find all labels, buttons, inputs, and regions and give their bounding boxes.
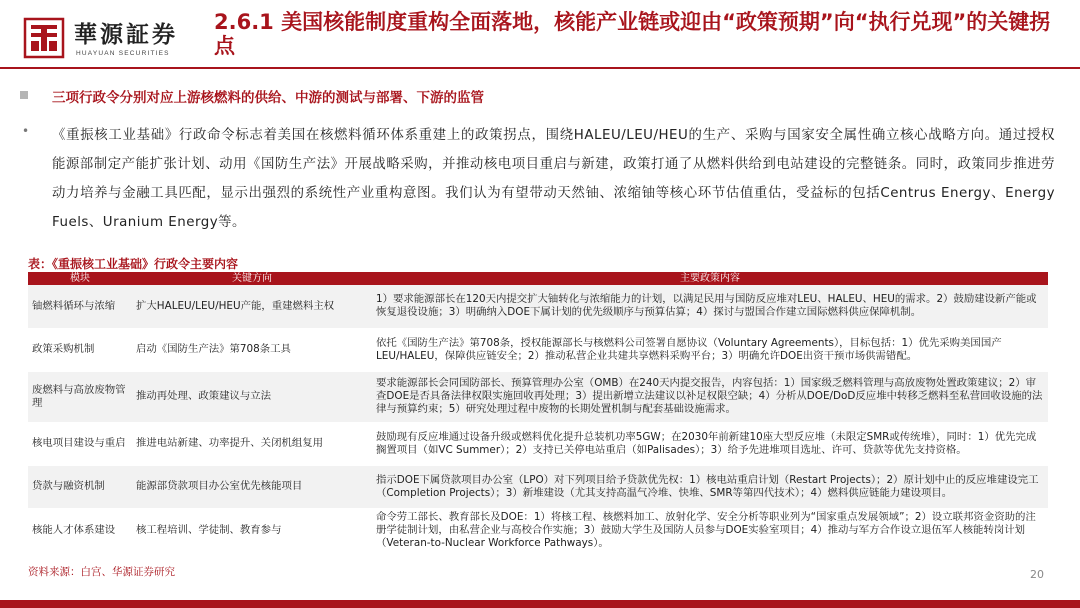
footer-bar bbox=[0, 600, 1080, 608]
header-divider bbox=[0, 67, 1080, 69]
cell-content: 要求能源部长会同国防部长、预算管理办公室（OMB）在240天内提交报告，内容包括：1）国家级乏燃料管理与高放废物处置政策建议；2）审查DOE是否具备法律权限实施回收再处理；3）提出新增立法建议以补足权限空缺；4）分析从DOE/DoD反应堆中转移乏燃料至私营回收设施的法律与预算约束；5）研究处理过程中废物的长期处置机制与配套基础设施需求。 bbox=[372, 371, 1048, 422]
cell-module: 铀燃料循环与浓缩 bbox=[28, 285, 132, 328]
logo-english-name: HUAYUAN SECURITIES bbox=[76, 50, 170, 57]
slide-title: 2.6.1 美国核能制度重构全面落地，核能产业链或迎由“政策预期”向“执行兑现”的关键拐点 bbox=[214, 10, 1051, 58]
table-caption: 表：《重振核工业基础》行政令主要内容 bbox=[28, 257, 239, 271]
column-header-content: 主要政策内容 bbox=[372, 273, 1048, 285]
table-row bbox=[28, 465, 1048, 508]
body-paragraph: 《重振核工业基础》行政命令标志着美国在核燃料循环体系重建上的政策拐点，围绕HALEU/LEU/HEU的生产、采购与国家安全属性确立核心战略方向。通过授权能源部制定产能扩张计划、动用《国防生产法》开展战略采购，并推动核电项目重启与新建，政策打通了从燃料供给到电站建设的完整链条。同时，政策同步推进劳动力培养与金融工具匹配，显示出强烈的系统性产业重构意图。我们认为有望带动天然铀、浓缩铀等核心环节估值重估，受益标的包括Centrus Energy、Energy Fuels、Uranium Energy等。 bbox=[52, 128, 1055, 230]
table-row bbox=[28, 422, 1048, 465]
cell-content: 鼓励现有反应堆通过设备升级或燃料优化提升总装机功率5GW；在2030年前新建10座大型反应堆（未限定SMR或传统堆），同时：1）优先完成搁置项目（如VC Summer）；2）支持已关停电站重启（如Palisades）；3）给予先进堆项目选址、许可、贷款等优先支持资格。 bbox=[372, 422, 1048, 465]
cell-direction: 推动再处理、政策建议与立法 bbox=[132, 371, 372, 422]
cell-module: 贷款与融资机制 bbox=[28, 465, 132, 508]
cell-module: 废燃料与高放废物管理 bbox=[28, 371, 132, 422]
table-row bbox=[28, 508, 1048, 552]
cell-module: 核能人才体系建设 bbox=[28, 508, 132, 552]
cell-content: 依托《国防生产法》第708条，授权能源部长与核燃料公司签署自愿协议（Voluntary Agreements），目标包括：1）优先采购美国国产LEU/HALEU，保障供应链安全；2）推动私营企业共建共享燃料采购平台；3）明确允许DOE出资干预市场供需错配。 bbox=[372, 328, 1048, 371]
slide-subtitle: 三项行政令分别对应上游核燃料的供给、中游的测试与部署、下游的监管 bbox=[52, 90, 484, 106]
cell-direction: 扩大HALEU/LEU/HEU产能，重建燃料主权 bbox=[132, 285, 372, 328]
table-row bbox=[28, 285, 1048, 328]
page-number: 20 bbox=[1030, 568, 1044, 581]
bullet-icon: • bbox=[22, 124, 30, 138]
company-logo bbox=[22, 14, 192, 68]
table-row bbox=[28, 328, 1048, 371]
cell-module: 核电项目建设与重启 bbox=[28, 422, 132, 465]
policy-table bbox=[28, 273, 1048, 553]
cell-content: 指示DOE下属贷款项目办公室（LPO）对下列项目给予贷款优先权：1）核电站重启计划（Restart Projects）；2）原计划中止的反应堆建设完工（Completion Projects）；3）新堆建设（尤其支持高温气冷堆、快堆、SMR等第四代技术）；4）燃料供应链能力建设项目。 bbox=[372, 465, 1048, 508]
subtitle-marker-icon bbox=[20, 91, 28, 99]
logo-seal-icon bbox=[22, 16, 66, 60]
cell-direction: 核工程培训、学徒制、教育参与 bbox=[132, 508, 372, 552]
cell-module: 政策采购机制 bbox=[28, 328, 132, 371]
table-row bbox=[28, 371, 1048, 422]
cell-content: 1）要求能源部长在120天内提交扩大铀转化与浓缩能力的计划，以满足民用与国防反应堆对LEU、HALEU、HEU的需求。2）鼓励建设新产能或恢复退役设施；3）明确纳入DOE下属计划的优先级顺序与预算估算；4）探讨与盟国合作建立国际燃料供应保障机制。 bbox=[372, 285, 1048, 328]
cell-direction: 推进电站新建、功率提升、关闭机组复用 bbox=[132, 422, 372, 465]
cell-content: 命令劳工部长、教育部长及DOE：1）将核工程、核燃料加工、放射化学、安全分析等职业列为“国家重点发展领域”；2）设立联邦资金资助的注册学徒制计划，由私营企业与高校合作实施；3）鼓励大学生及国防人员参与DOE实验室项目；4）推动与军方合作设立退伍军人核能转岗计划（Veteran-to-Nuclear Workforce Pathways）。 bbox=[372, 508, 1048, 552]
logo-chinese-name: 華源証券 bbox=[74, 21, 178, 48]
cell-direction: 能源部贷款项目办公室优先核能项目 bbox=[132, 465, 372, 508]
source-note: 资料来源：白宫、华源证券研究 bbox=[28, 566, 175, 578]
column-header-direction: 关键方向 bbox=[132, 273, 372, 285]
table-header-row bbox=[28, 273, 1048, 285]
cell-direction: 启动《国防生产法》第708条工具 bbox=[132, 328, 372, 371]
column-header-module: 模块 bbox=[28, 273, 132, 285]
